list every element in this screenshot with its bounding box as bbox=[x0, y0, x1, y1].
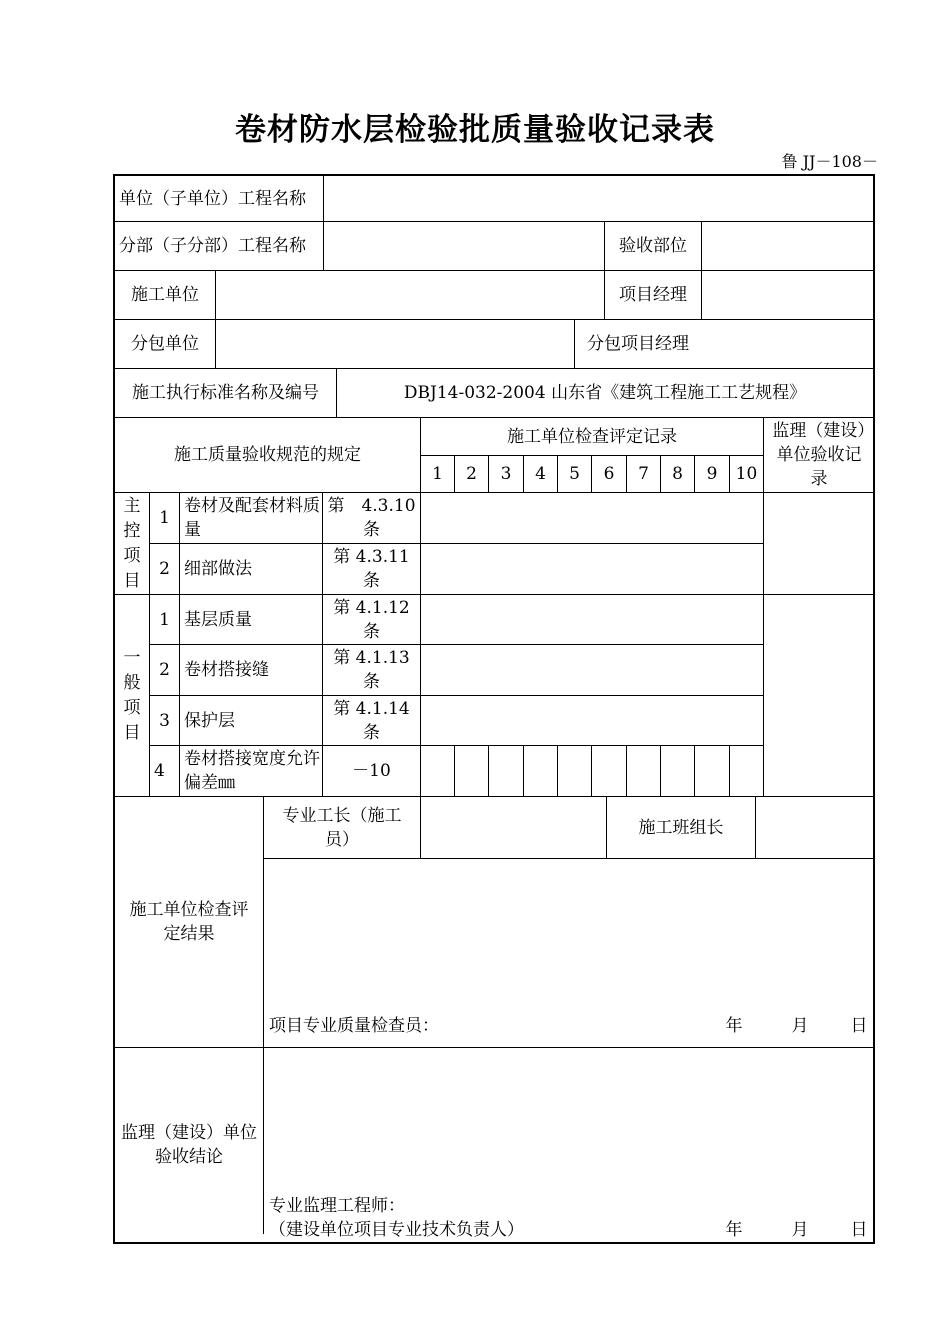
item-number: 1 bbox=[159, 609, 170, 630]
construction-unit-label: 施工单位 bbox=[131, 285, 199, 305]
item-number: 2 bbox=[159, 660, 170, 680]
project-manager-field[interactable] bbox=[702, 271, 873, 319]
column-header: 7 bbox=[638, 464, 649, 484]
date-month: 月 bbox=[791, 1220, 809, 1240]
sub-project-field[interactable] bbox=[324, 222, 604, 270]
sub-project-label: 分部（子分部）工程名称 bbox=[119, 236, 306, 256]
check-result-label: 施工单位检查评定结果 bbox=[129, 900, 249, 944]
supervision-header: 监理（建设）单位验收记录 bbox=[772, 421, 866, 489]
item-number: 2 bbox=[159, 559, 170, 579]
item-clause: 第 4.1.14 条 bbox=[333, 698, 410, 743]
subcontract-manager-field[interactable] bbox=[702, 320, 873, 368]
subcontract-unit-field[interactable] bbox=[216, 320, 574, 368]
column-header: 1 bbox=[432, 464, 443, 484]
supervision-conclusion-label: 监理（建设）单位验收结论 bbox=[121, 1123, 257, 1167]
spec-header: 施工质量验收规范的规定 bbox=[174, 445, 361, 465]
column-header: 8 bbox=[672, 464, 683, 484]
standard-value: DBJ14-032-2004 山东省《建筑工程施工工艺规程》 bbox=[403, 383, 807, 403]
page-title: 卷材防水层检验批质量验收记录表 bbox=[235, 112, 715, 148]
unit-project-label: 单位（子单位）工程名称 bbox=[119, 188, 306, 209]
item-name: 卷材搭接宽度允许偏差㎜ bbox=[184, 749, 320, 793]
item-number: 4 bbox=[154, 761, 165, 781]
unit-project-field[interactable] bbox=[324, 176, 873, 221]
main-items-group-label: 主控项目 bbox=[123, 495, 141, 591]
column-header: 10 bbox=[735, 464, 758, 484]
project-manager-label: 项目经理 bbox=[619, 285, 687, 305]
item-clause: 第 4.1.13 条 bbox=[333, 648, 410, 692]
item-name: 基层质量 bbox=[184, 609, 252, 630]
column-header: 2 bbox=[466, 464, 477, 484]
inspector-label: 项目专业质量检查员： bbox=[269, 1016, 439, 1036]
item-clause: 第 4.3.10 条 bbox=[327, 496, 416, 540]
date-year: 年 bbox=[725, 1220, 743, 1240]
item-clause: 第 4.3.11 条 bbox=[333, 547, 410, 591]
check-header: 施工单位检查评定记录 bbox=[507, 426, 677, 447]
subcontract-manager-label: 分包项目经理 bbox=[587, 334, 689, 354]
column-header: 4 bbox=[535, 464, 546, 484]
foreman-label: 专业工长（施工员） bbox=[282, 805, 402, 850]
item-number: 3 bbox=[159, 710, 170, 731]
column-header: 3 bbox=[500, 464, 512, 484]
form-table bbox=[113, 174, 875, 1244]
engineer-label: 专业监理工程师： bbox=[269, 1196, 405, 1216]
acceptance-part-field[interactable] bbox=[702, 222, 873, 270]
foreman-field[interactable] bbox=[421, 797, 606, 858]
construction-unit-field[interactable] bbox=[216, 271, 604, 319]
column-header: 5 bbox=[569, 464, 580, 484]
column-header: 9 bbox=[706, 464, 718, 484]
item-name: 细部做法 bbox=[184, 559, 252, 579]
item-name: 卷材搭接缝 bbox=[184, 660, 269, 680]
column-header: 6 bbox=[603, 464, 615, 484]
owner-label: （建设单位项目专业技术负责人） bbox=[269, 1220, 524, 1240]
date-year: 年 bbox=[725, 1016, 743, 1036]
date-day: 日 bbox=[850, 1016, 868, 1036]
item-name: 卷材及配套材料质量 bbox=[184, 496, 320, 540]
item-name: 保护层 bbox=[184, 710, 235, 731]
item-clause: －10 bbox=[352, 761, 391, 781]
item-number: 1 bbox=[159, 508, 170, 528]
standard-label: 施工执行标准名称及编号 bbox=[132, 383, 319, 403]
subcontract-unit-label: 分包单位 bbox=[131, 334, 199, 354]
general-items-group-label: 一般项目 bbox=[123, 647, 141, 743]
item-clause: 第 4.1.12 条 bbox=[333, 597, 410, 642]
team-leader-field[interactable] bbox=[756, 797, 873, 858]
date-month: 月 bbox=[791, 1016, 809, 1036]
acceptance-part-label: 验收部位 bbox=[619, 236, 687, 256]
form-code: 鲁 JJ－108－ bbox=[781, 152, 878, 171]
team-leader-label: 施工班组长 bbox=[638, 817, 724, 838]
date-day: 日 bbox=[850, 1220, 868, 1240]
